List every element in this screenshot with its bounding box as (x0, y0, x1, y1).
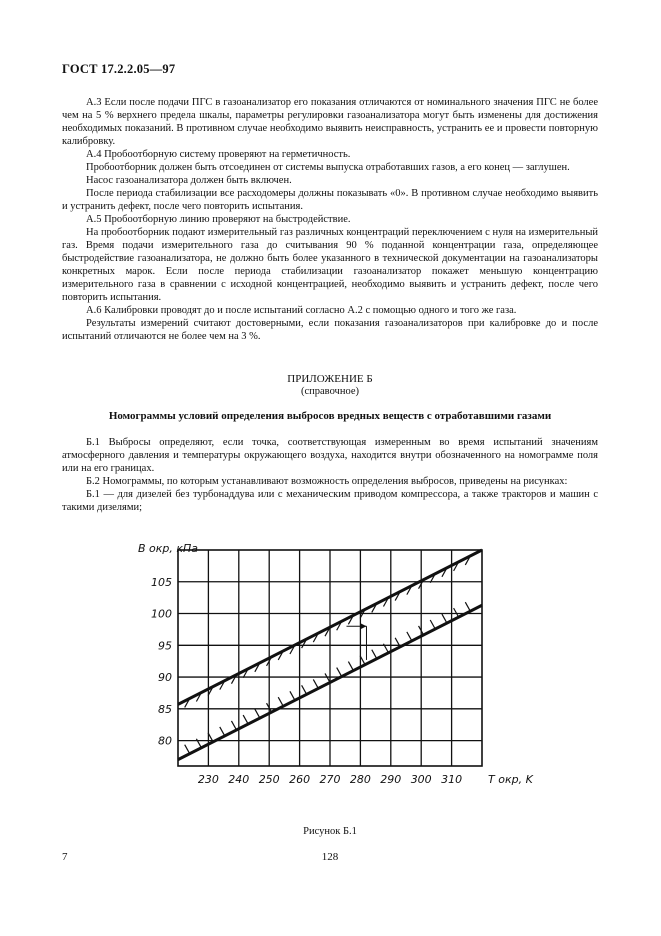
page-number: 128 (321, 851, 339, 863)
y-tick-label: 80 (158, 734, 172, 748)
paragraph: А.6 Калибровки проводят до и после испытаний согласно А.2 с помощью одного и того же газа. (86, 305, 517, 316)
y-tick-label: 90 (158, 671, 172, 685)
hatch-mark (454, 608, 459, 617)
y-tick-label: 105 (151, 575, 172, 589)
nomogram-svg (110, 540, 550, 800)
hatch-mark (290, 691, 295, 700)
hatch-mark (255, 709, 260, 718)
nomogram-chart (110, 540, 550, 800)
hatch-mark (231, 721, 236, 730)
y-axis-label: B окр, кПа (138, 542, 199, 555)
x-tick-label: 250 (258, 773, 280, 786)
appendix-a-text (62, 96, 598, 343)
document-header: ГОСТ 17.2.2.05—97 (62, 62, 176, 76)
paragraph: На пробоотборник подают измерительный газ различных концентраций переключением с нуля на измерительный газ. Время подачи измерительного газа до считывания 90 % поданной концентрации газа, определяющее быстродействие газоанализатора, не должно быть более указанного в технической документации на газоанализаторы конкретных марок. Если после периода стабилизации газоанализатор покажет меньшую концентрацию измерительного газа в сравнении с исходной концентрацией, необходимо выявить и устранить дефект, после чего повторить испытания. (62, 227, 598, 303)
appendix-b-text (62, 436, 598, 514)
hatch-mark (442, 614, 447, 623)
hatch-mark (348, 662, 353, 671)
x-tick-label: 310 (441, 773, 463, 786)
hatch-mark (313, 679, 318, 688)
appendix-subtitle: (справочное) (301, 386, 359, 397)
paragraph: А.3 Если после подачи ПГС в газоанализатор его показания отличаются от номинального значения ПГС не более чем на 5 % верхнего предела шкалы, параметры регулировки газоанализатора могут быть изменены для достижения необходимых показаний. В противном случае необходимо выявить неисправность, устранить ее и провести повторную калибровку. (62, 97, 598, 147)
hatch-mark (407, 632, 412, 641)
x-axis-label: T окр, K (488, 773, 533, 786)
x-tick-label: 290 (380, 773, 402, 786)
page-number-left: 7 (62, 851, 68, 863)
hatch-mark (430, 620, 435, 629)
paragraph: Насос газоанализатора должен быть включен. (86, 175, 292, 186)
y-tick-label: 95 (158, 639, 172, 653)
y-tick-label: 100 (151, 607, 172, 621)
paragraph: А.5 Пробоотборную линию проверяют на быстродействие. (86, 214, 351, 225)
hatch-mark (337, 668, 342, 677)
paragraph: Б.1 Выбросы определяют, если точка, соответствующая измеренным во время испытаний значениям атмосферного давления и температуры окружающего воздуха, находится внутри обозначенного на номограмме поля или на его границах. (62, 437, 598, 474)
x-tick-label: 270 (319, 773, 341, 786)
hatch-mark (302, 685, 307, 694)
hatch-mark (325, 673, 330, 682)
paragraph: Результаты измерений считают достоверными, если показания газоанализаторов при калибровке до и после испытаний отличаются не более чем на 3 %. (62, 318, 598, 342)
hatch-mark (465, 602, 470, 611)
appendix-heading: Номограммы условий определения выбросов вредных веществ с отработавшими газами (108, 410, 552, 422)
hatch-mark (220, 727, 225, 736)
x-tick-label: 260 (289, 773, 311, 786)
paragraph: Б.2 Номограммы, по которым устанавливают возможность определения выбросов, приведены на рисунках: (86, 476, 568, 487)
paragraph: Пробоотборник должен быть отсоединен от системы выпуска отработавших газов, а его конец — заглушен. (86, 162, 570, 173)
figure-caption: Рисунок Б.1 (303, 826, 357, 837)
paragraph: Б.1 — для дизелей без турбонаддува или с механическим приводом компрессора, а также тракторов и машин с такими дизелями; (62, 489, 598, 513)
x-tick-label: 300 (410, 773, 432, 786)
paragraph: А.4 Пробоотборную систему проверяют на герметичность. (86, 149, 351, 160)
appendix-title: ПРИЛОЖЕНИЕ Б (287, 373, 373, 385)
y-tick-label: 85 (158, 702, 172, 716)
hatch-mark (372, 650, 377, 659)
x-tick-label: 280 (349, 773, 371, 786)
paragraph: После периода стабилизации все расходомеры должны показывать «0». В противном случае необходимо выявить и устранить дефект, после чего повторить испытания. (62, 188, 598, 212)
x-tick-label: 240 (228, 773, 250, 786)
hatch-mark (278, 697, 283, 706)
hatch-mark (185, 745, 190, 754)
x-tick-label: 230 (197, 773, 219, 786)
annotation-arrow-head (360, 623, 366, 629)
hatch-mark (243, 715, 248, 724)
